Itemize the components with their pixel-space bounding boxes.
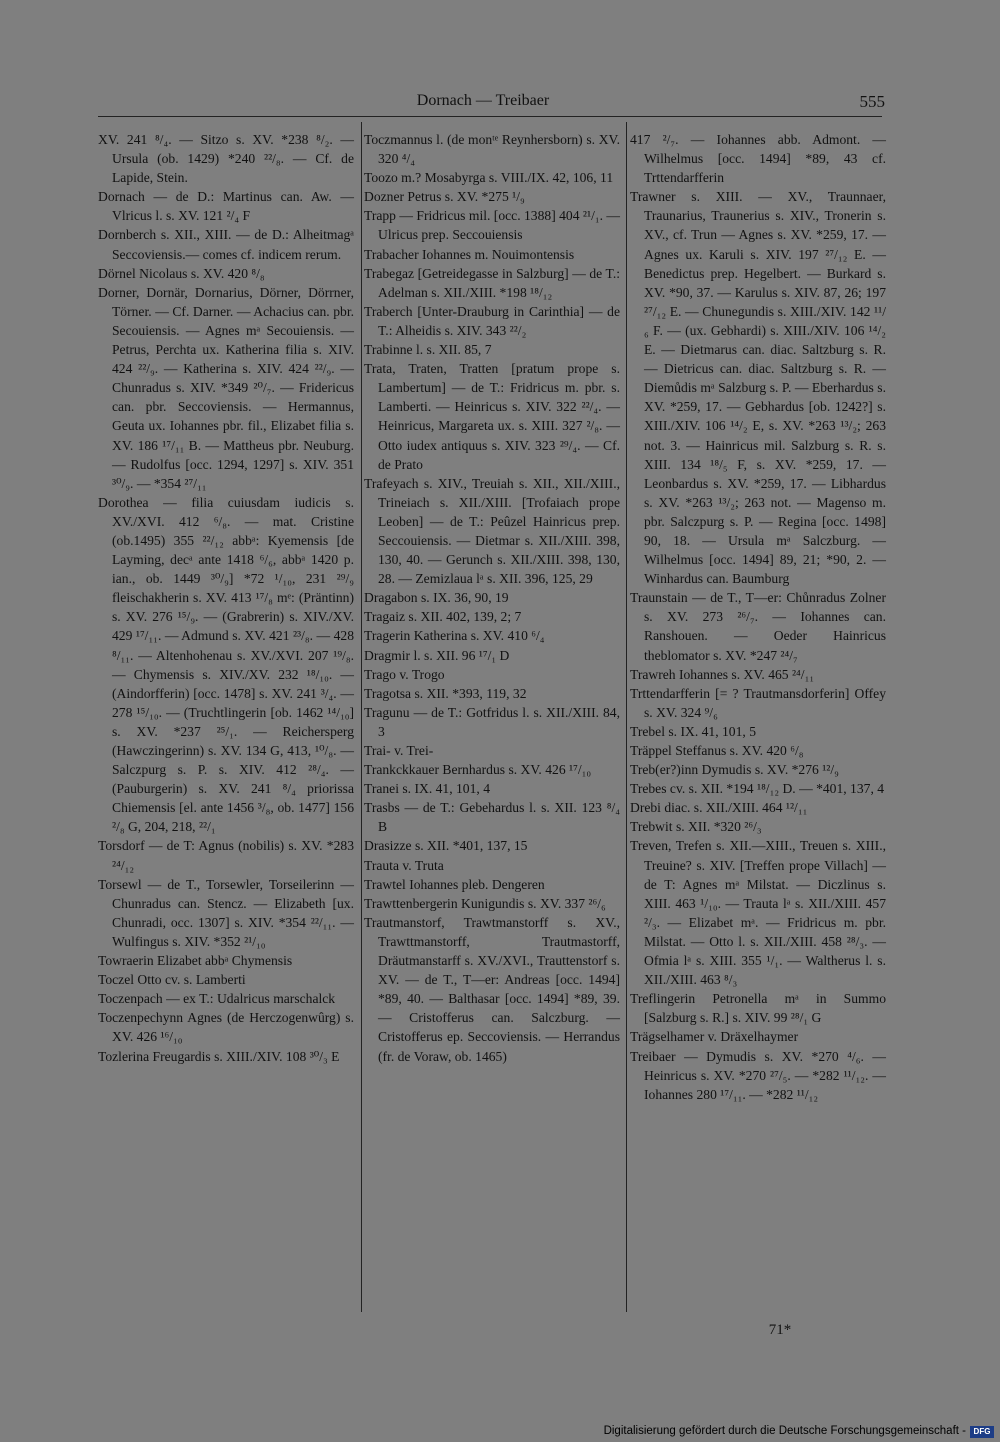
index-entry: Drasizze s. XII. *401, 137, 15: [364, 838, 528, 854]
column-divider-1: [361, 122, 362, 1312]
index-entry: Trasbs — de T.: Gebehardus l. s. XII. 123 ⁸/₄ B: [364, 800, 620, 835]
index-entry: Trebel s. IX. 41, 101, 5: [630, 723, 756, 739]
index-entry: XV. 241 ⁸/₄. — Sitzo s. XV. *238 ⁸/₂. — Ursula (ob. 1429) *240 ²²/₈. — Cf. de Lapide, Stein.: [98, 132, 354, 186]
index-entry: Trago v. Trogo: [364, 666, 445, 682]
index-entry: Treibaer — Dymudis s. XV. *270 ⁴/₆. — Heinricus s. XV. *270 ²⁷/₅. — *282 ¹¹/₁₂. — Iohannes 280 ¹⁷/₁₁. — *282 ¹¹/₁₂: [630, 1048, 886, 1102]
index-entry: Dozner Petrus s. XV. *275 ¹/₉: [364, 189, 525, 205]
index-entry: Trebes cv. s. XII. *194 ¹⁸/₁₂ D. — *401, 137, 4: [630, 781, 885, 797]
column-right: [630, 130, 886, 1104]
index-entry: Toczenpechynn Agnes (de Herczogenwûrg) s. XV. 426 ¹⁶/₁₀: [98, 1010, 354, 1045]
running-head-title: Dornach — Treibaer: [416, 92, 550, 109]
column-divider-2: [626, 122, 627, 1312]
sheet-signature: 71*: [768, 1322, 792, 1338]
index-entry: Torsdorf — de T: Agnus (nobilis) s. XV. *283 ²⁴/₁₂: [98, 838, 354, 873]
page-number: 555: [859, 92, 885, 111]
index-entry: Tragaiz s. XII. 402, 139, 2; 7: [364, 609, 522, 625]
index-entry: Trapp — Fridricus mil. [occ. 1388] 404 ²¹/₁. — Ulricus prep. Seccouiensis: [364, 208, 620, 243]
footer-bar: [0, 1424, 1000, 1442]
index-entry: Dörnel Nicolaus s. XV. 420 ⁸/₈: [98, 265, 265, 281]
footer-text: Digitalisierung gefördert durch die Deutsche Forschungsgemeinschaft -: [603, 1425, 966, 1437]
index-entry: Treb(er?)inn Dymudis s. XV. *276 ¹²/₉: [630, 762, 839, 778]
index-entry: Trautmanstorf, Trawtmanstorff s. XV., Trawttmanstorff, Trautmastorff, Dräutmanstarff s. XV./XVI., Trauttenstorf s. XV. — de T., T—er: Andreas [occ. 1494] *89, 40. — Balthasar [occ. 1494] *89, 39. — Cristofferus can. Salczburg. — Cristofferus ep. Seccoviensis. — Herrandus (fr. de Voraw, ob. 1465): [364, 914, 620, 1064]
index-entry: Trawreh Iohannes s. XV. 465 ²⁴/₁₁: [630, 666, 815, 682]
index-entry: Trabinne l. s. XII. 85, 7: [364, 342, 492, 358]
index-entry: Trabacher Iohannes m. Nouimontensis: [364, 246, 575, 262]
index-entry: Trawttenbergerin Kunigundis s. XV. 337 ²⁶/₆: [364, 895, 606, 911]
index-entry: Toczel Otto cv. s. Lamberti: [98, 972, 246, 988]
index-entry: Träppel Steffanus s. XV. 420 ⁶/₈: [630, 743, 804, 758]
index-entry: Dornberch s. XII., XIII. — de D.: Alheitmagᵃ Seccoviensis.— comes cf. indicem rerum.: [98, 227, 354, 262]
index-entry: Treven, Trefen s. XII.—XIII., Treuen s. XIII., Treuine? s. XIV. [Treffen prope Villach] — de T: Agnes mᵃ Milstat. — Diczlinus s. XIII. 463 ¹/₁₀. — Trauta lᵃ s. XII./XIII. 457 ²/₃. — Elizabet mᵃ. — Fridricus m. pbr. Milstat. — Otto l. s. XII./XIII. 458 ²⁸/₃. — Ofmia lᵃ s. XIII. 355 ¹/₁. — Waltherus l. s. XII./XIII. 463 ⁸/₃: [630, 838, 886, 988]
index-entry: Treflingerin Petronella mᵃ in Summo [Salzburg s. R.] s. XIV. 99 ²⁸/₁ G: [630, 991, 886, 1026]
index-entry: Trawtel Iohannes pleb. Dengeren: [364, 876, 545, 892]
index-entry: Trauta v. Truta: [364, 857, 444, 873]
index-entry: Tragotsa s. XII. *393, 119, 32: [364, 685, 527, 701]
header-rule: [98, 116, 882, 117]
column-left: [98, 130, 354, 1066]
dfg-logo-icon: DFG: [970, 1426, 994, 1438]
column-middle: [364, 130, 620, 1066]
index-entry: Traunstain — de T., T—er: Chůnradus Zolner s. XV. 273 ²⁶/₇. — Iohannes can. Ranshouen. — Oeder Hainricus theblomator s. XV. *247 ²⁴/₇: [630, 590, 886, 663]
index-entry: Trabegaz [Getreidegasse in Salzburg] — de T.: Adelman s. XII./XIII. *198 ¹⁸/₁₂: [364, 265, 620, 300]
index-entry: Tragerin Katherina s. XV. 410 ⁶/₄: [364, 628, 545, 644]
index-entry: 417 ²/₇. — Iohannes abb. Admont. — Wilhelmus [occ. 1494] *89, 43 cf. Trttendarfferin: [630, 132, 886, 186]
index-entry: Towraerin Elizabet abbᵃ Chymensis: [98, 953, 293, 969]
index-entry: Tozlerina Freugardis s. XIII./XIV. 108 ³⁰/₃ E: [98, 1048, 340, 1064]
index-entry: Trttendarfferin [= ? Trautmansdorferin] Offey s. XV. 324 ⁹/₆: [630, 685, 886, 720]
index-entry: Toczenpach — ex T.: Udalricus marschalck: [98, 991, 336, 1007]
index-entry: Dorner, Dornär, Dornarius, Dörner, Dörrner, Törner. — Cf. Darner. — Achacius can. pbr. Secouiensis. — Agnes mᵃ Secouiensis. — Petrus, Perchta ux. Katherina filia s. XIV. 424 ²²/₉. — Katherina s. XIV. 424 ²²/₉. — Chunradus s. XIV. *349 ²⁰/₇. — Fridericus can. pbr. Seccoviensis. — Hermannus, Geuta ux. Iohannes pbr. fil., Elizabet filia s. XV. 186 ¹⁷/₁₁ B. — Mattheus pbr. Neuburg. — Rudolfus [occ. 1294, 1297] s. XIV. 351 ³⁰/₉. — *354 ²⁷/₁₁: [98, 284, 354, 491]
index-entry: Dragabon s. IX. 36, 90, 19: [364, 590, 509, 606]
index-entry: Torsewl — de T., Torsewler, Torseilerinn — Chunradus can. Stencz. — Elizabeth [ux. Chunradi, occ. 1307] s. XIV. *354 ²²/₁₁. — Wulfingus s. XIV. *352 ²¹/₁₀: [98, 876, 354, 949]
index-entry: Trata, Traten, Tratten [pratum prope s. Lambertum] — de T.: Fridricus m. pbr. s. Lamberti. — Heinricus s. XIV. 322 ²²/₄. — Heinricus, Margareta ux. s. XIII. 327 ²/₈. — Otto iudex antiquus s. XIV. 323 ²⁹/₄. — Cf. de Prato: [364, 361, 620, 472]
index-entry: Trankckkauer Bernhardus s. XV. 426 ¹⁷/₁₀: [364, 762, 592, 778]
index-entry: Trebwit s. XII. *320 ²⁶/₃: [630, 819, 762, 835]
index-entry: Toozo m.? Mosabyrga s. VIII./IX. 42, 106, 11: [364, 170, 614, 186]
index-entry: Trafeyach s. XIV., Treuiah s. XII., XII./XIII., Trineiach s. XII./XIII. [Trofaiach prope Leoben] — de T.: Peûzel Hainricus prep. Seccouiensis. — Dietmar s. XII./XIII. 398, 130, 40. — Gerunch s. XII./XIII. 398, 130, 28. — Zemizlaua lᵃ s. XII. 396, 125, 29: [364, 475, 620, 587]
index-entry: Trai- v. Trei-: [364, 743, 434, 758]
index-entry: Dorothea — filia cuiusdam iudicis s. XV./XVI. 412 ⁶/₈. — mat. Cristine (ob.1495) 355 ²²/₁₂ abbᵃ: Kyemensis [de Layming, decᵃ ante 1418 ⁶/₆, abbᵃ 1420 p. ian., ob. 1449 ³⁰/₉] *72 ¹/₁₀, 231 ²⁹/₉ fleischakherin s. XV. 413 ¹⁷/₈ mᵉ: (Präntinn) s. XV. 276 ¹⁵/₉. — (Grabrerin) s. XIV./XV. 429 ¹⁷/₁₁. — Admund s. XV. 421 ²³/₈. — 428 ⁸/₁₁. — Altenhohenau s. XV./XVI. 207 ¹⁹/₈. — Chymensis s. XIV./XV. 232 ¹⁸/₁₀. — (Aindorfferin) [occ. 1478] s. XV. 241 ³/₄. — 278 ¹⁵/₁₀. — (Truchtlingerin [ob. 1462 ¹⁴/₁₀] s. XV. *237 ²⁵/₁. — Reichersperg (Hawczingerinn) s. XV. 134 G, 413, ¹⁰/₈. — Salczpurg s. P. s. XIV. 412 ²⁸/₄. — (Pauburgerin) s. XV. 241 ⁸/₄ priorissa Chiemensis [el. ante 1456 ³/₈, ob. 1477] 156 ²/₈ G, 204, 218, ²²/₁: [98, 494, 354, 835]
index-entry: Trägselhamer v. Dräxelhaymer: [630, 1029, 799, 1045]
index-entry: Dragmir l. s. XII. 96 ¹⁷/₁ D: [364, 647, 510, 663]
index-entry: Trawner s. XIII. — XV., Traunnaer, Traunarius, Traunerius s. XIV., Tronerin s. XV., cf. Trun — Agnes s. XV. *259, 17. — Agnes ux. Karuli s. XIV. 197 ²⁷/₁₂ E. — Benedictus prep. Hegelbert. — Burkard s. XV. *90, 37. — Karulus s. XIV. 87, 26; 197 ²⁷/₁₂ E. — Chunegundis s. XIII./XIV. 142 ¹¹/₆ F. — (ux. Gebhardi) s. XIII./XIV. 106 ¹⁴/₂ E. — Dietmarus can. diac. Saltzburg s. R. — Dietricus can. diac. Saltzburg s. R. — Diemůdis mᵃ Salzburg s. P. — Eberhardus s. XV. *259, 17. — Gebhardus [ob. 1242?] s. XIII./XIV. 106 ¹⁴/₂ E, s. XV. *263 ¹³/₂; 263 not. 3. — Hainricus mil. Salzburg s. R. s. XIII. 134 ¹⁸/₅ F, s. XV. *259, 17. — Leonbardus s. XV. *259, 17. — Libhardus s. XV. *263 ¹³/₂; 263 not. — Magenso m. pbr. Salczpurg s. P. — Regina [occ. 1498] 90, 18. — Ursula mᵃ Salczburg. — Wilhelmus [occ. 1494] 89, 21; *90, 2. — Winhardus can. Baumburg: [630, 189, 886, 587]
index-entry: Dornach — de D.: Martinus can. Aw. — Vlricus l. s. XV. 121 ²/₄ F: [98, 189, 354, 224]
index-entry: Drebi diac. s. XII./XIII. 464 ¹²/₁₁: [630, 800, 808, 816]
index-entry: Tragunu — de T.: Gotfridus l. s. XII./XIII. 84, 3: [364, 704, 620, 739]
index-entry: Tranei s. IX. 41, 101, 4: [364, 781, 490, 797]
index-entry: Toczmannus l. (de monᵗᵉ Reynhersborn) s. XV. 320 ⁴/₄: [364, 132, 620, 167]
index-entry: Traberch [Unter-Drauburg in Carinthia] — de T.: Alheidis s. XIV. 343 ²²/₂: [364, 303, 620, 338]
